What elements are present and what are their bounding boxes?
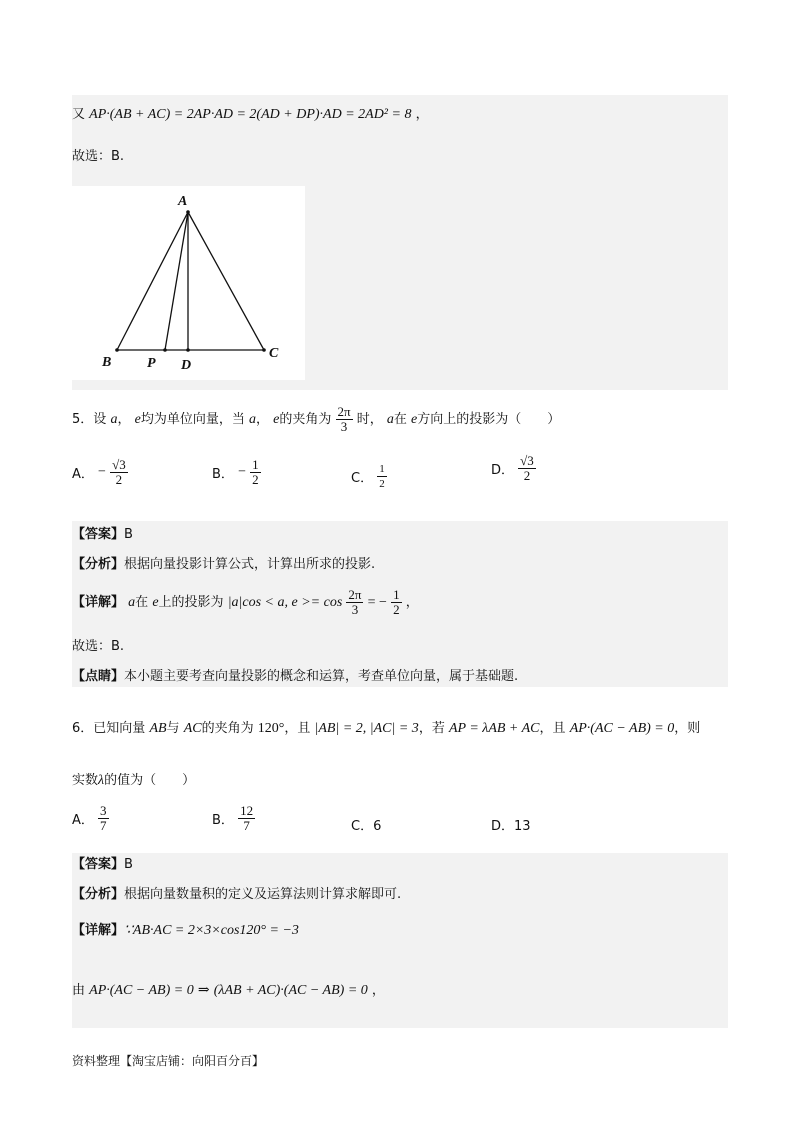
label-a: A — [178, 194, 188, 209]
side-ab — [117, 212, 188, 350]
q6-answer: 【答案】B — [72, 857, 133, 872]
q5-option-c: C． $\frac{1}{2}$ — [351, 463, 385, 490]
segment-ap — [165, 212, 188, 350]
q6-detail: 【详解】∵AB·AC = 2×3×cos120° = −3 — [72, 923, 299, 938]
triangle-figure — [72, 186, 305, 380]
q6-option-c: C．6 — [351, 819, 382, 834]
prev-solution-line — [72, 106, 429, 124]
q5-choice: 故选：B. — [72, 639, 125, 654]
label-b: B — [102, 355, 112, 370]
punct: ， — [415, 107, 429, 122]
angle-fraction: $\frac{2\pi}{3}$ — [337, 404, 351, 434]
footer-text: 资料整理【淘宝店铺：向阳百分百】 — [72, 1054, 265, 1068]
label-c: C — [269, 346, 279, 361]
q6-stem: 6．已知向量 AB与 AC的夹角为 120°，且 |AB| = 2, |AC| = 3，若 AP = λAB + AC，且 AP·(AC − AB) = 0，则 — [72, 721, 701, 736]
q5-answer: 【答案】B — [72, 527, 133, 542]
q6-option-d: D．13 — [491, 819, 531, 834]
q6-derivation: 由 AP·(AC − AB) = 0 ⇒ (λAB + AC)·(AC − AB) = 0 ， — [72, 983, 385, 998]
label-p: P — [147, 356, 156, 371]
q5-analysis: 【分析】根据向量投影计算公式，计算出所求的投影. — [72, 557, 376, 572]
q5-point: 【点睛】本小题主要考查向量投影的概念和运算，考查单位向量，属于基础题. — [72, 669, 519, 684]
q5-detail: 【详解】 a在 e上的投影为 |a|cos < a, e >= cos $\frac{2\pi}{3}$ = − $\frac{1}{2}$ ， — [72, 587, 419, 617]
q6-option-b: B． $\frac{12}{7}$ — [212, 803, 254, 833]
q6-stem-line2: 实数λ的值为（ ） — [72, 773, 196, 788]
prev-choice: 故选：B. — [72, 149, 125, 164]
q6-option-a: A． $\frac{3}{7}$ — [72, 803, 107, 833]
q5-option-a: A． − $\frac{√3}{2}$ — [72, 457, 126, 487]
vector-equation: AP·(AB + AC) = 2AP·AD = 2(AD + DP)·AD = 2AD² = 8 — [89, 107, 412, 122]
prefix-text: 又 — [72, 107, 86, 122]
q5-option-d: D． $\frac{√3}{2}$ — [491, 453, 534, 483]
side-ac — [188, 212, 264, 350]
q5-option-b: B． − $\frac{1}{2}$ — [212, 457, 259, 487]
label-d: D — [181, 358, 192, 373]
triangle-diagram — [72, 186, 305, 380]
q5-stem: 5．设 a， e均为单位向量，当 a， e的夹角为 $\frac{2\pi}{3}$ 时， a在 e方向上的投影为（ ） — [72, 404, 561, 434]
q6-answer-shade — [72, 853, 728, 1028]
q6-analysis: 【分析】根据向量数量积的定义及运算法则计算求解即可. — [72, 887, 402, 902]
